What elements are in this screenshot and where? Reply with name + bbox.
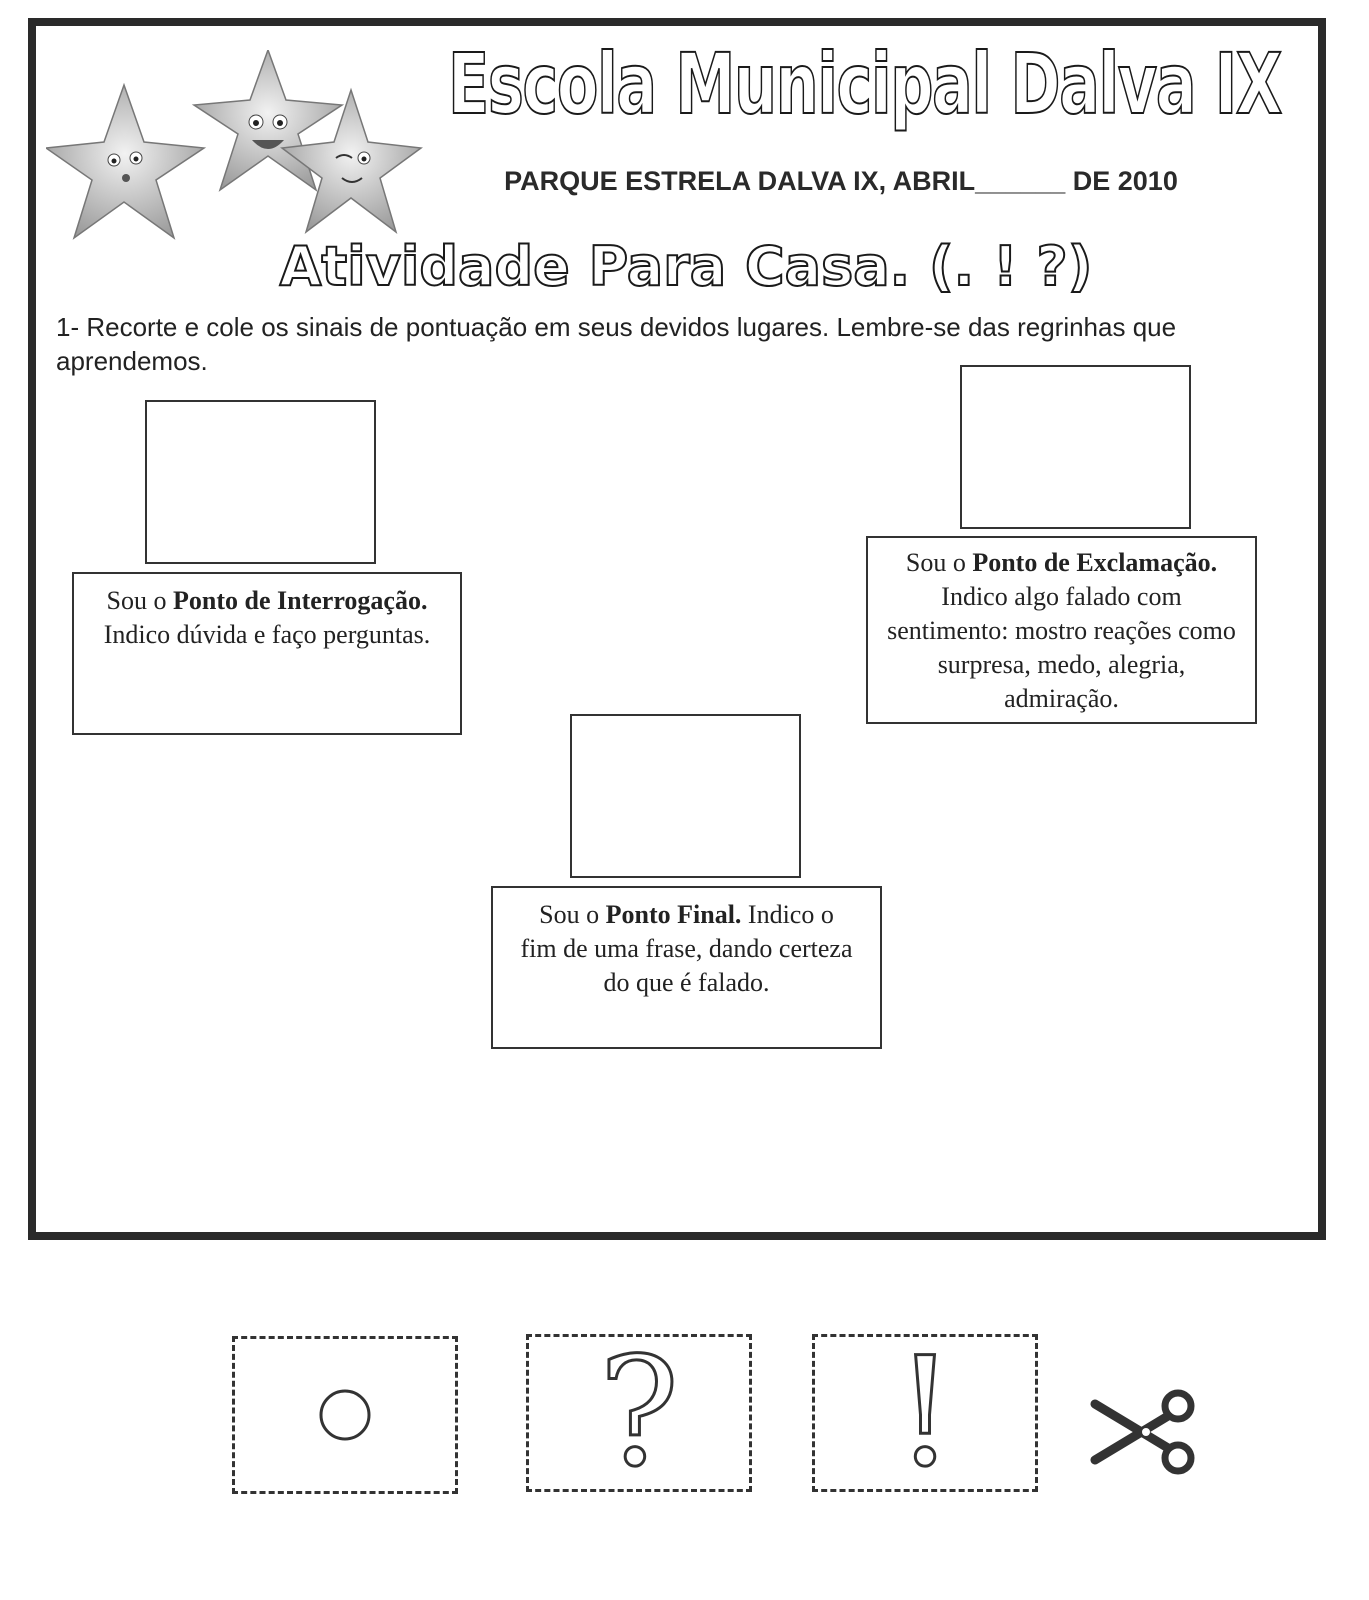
cutout-exclamation[interactable] — [812, 1326, 1038, 1500]
card-name: Ponto Final. — [605, 900, 742, 929]
period-symbol-icon — [310, 1380, 380, 1450]
card-name: Ponto de Exclamação. — [972, 548, 1218, 577]
card-final — [491, 886, 882, 1049]
card-lead: Sou o — [905, 548, 973, 577]
activity-title: Atividade Para Casa. (. ! ?) — [279, 235, 1093, 298]
smiling-stars-icon — [46, 50, 426, 250]
card-lead: Sou o — [106, 586, 174, 615]
worksheet-frame — [28, 18, 1326, 1240]
question-symbol: ? — [598, 1326, 680, 1500]
paste-box-interrogation[interactable] — [145, 400, 376, 564]
card-text: Indico algo falado com sentimento: mostro reações como surpresa, medo, alegria, admiração. — [887, 582, 1236, 713]
scissors-icon — [1090, 1388, 1200, 1478]
place-date-line: PARQUE ESTRELA DALVA IX, ABRIL______ DE 2010 — [504, 166, 1178, 196]
card-name: Ponto de Interrogação. — [173, 586, 428, 615]
paste-box-final[interactable] — [570, 714, 801, 878]
exclamation-symbol: ! — [894, 1326, 956, 1500]
card-lead: Sou o — [539, 900, 606, 929]
card-text: Indico dúvida e faço perguntas. — [103, 620, 431, 649]
paste-box-exclamation[interactable] — [960, 365, 1191, 529]
cutout-period[interactable] — [232, 1336, 458, 1494]
instruction-text: 1- Recorte e cole os sinais de pontuação em seus devidos lugares. Lembre-se das regrinhas que aprendemos. — [56, 312, 1177, 376]
school-name: Escola Municipal Dalva IX — [448, 35, 1281, 133]
cutout-question[interactable] — [526, 1326, 752, 1500]
card-interrogation — [72, 572, 462, 735]
card-text: Indico o fim de uma frase, dando certeza do que é falado. — [520, 900, 853, 997]
card-exclamation — [866, 536, 1257, 724]
